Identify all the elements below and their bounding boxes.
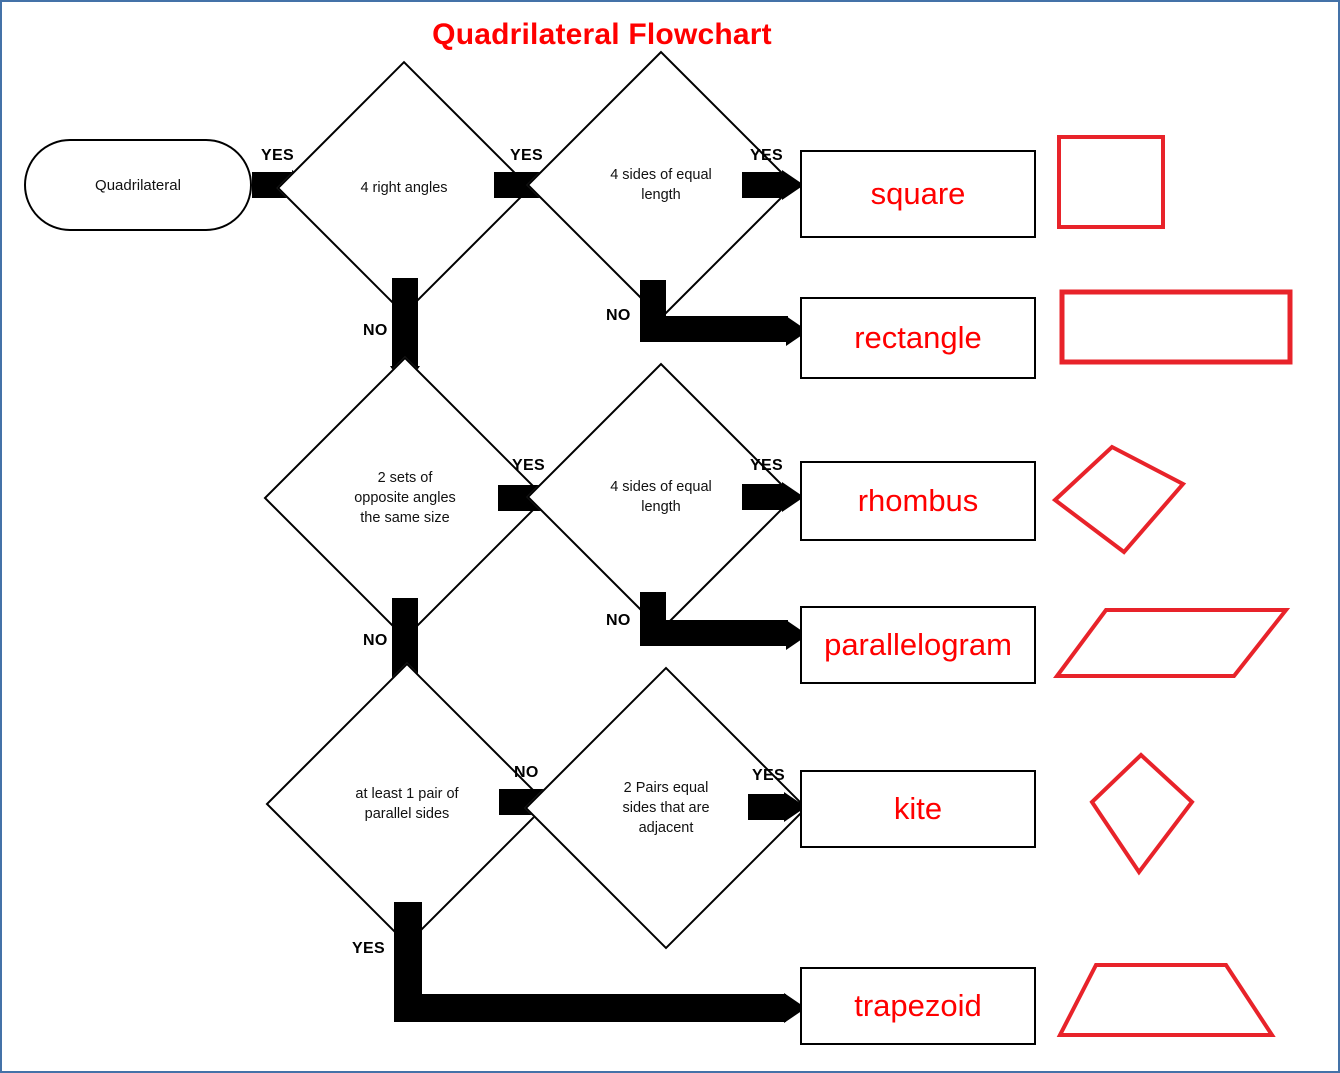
result-label: kite [893,791,943,826]
edge-label-d2-yes: YES [750,147,783,164]
decision-4-sides-equal-length-mid [566,402,756,592]
edge-label-d4-yes: YES [750,457,783,474]
result-label: parallelogram [824,627,1012,662]
edge-label-start-yes: YES [261,147,294,164]
start-node-quadrilateral [24,139,252,231]
decision-label: 2 Pairs equal sides that are adjacent [622,780,710,836]
arrow-d2-yes-to-square [742,172,804,198]
edge-label-d1-yes: YES [510,147,543,164]
edge-label-d5-yes: YES [352,940,385,957]
decision-label: 2 sets of opposite angles the same size [354,470,456,526]
arrow-d4-yes-to-rhombus [742,484,804,510]
decision-at-least-1-pair-parallel-sides [307,704,507,904]
square-figure [1054,132,1174,242]
edge-label-d1-no: NO [363,322,388,339]
decision-label: at least 1 pair of parallel sides [355,786,459,822]
kite-figure [1087,750,1207,880]
result-box-square [800,150,1036,238]
trapezoid-figure [1054,957,1284,1047]
edge-label-d3-no: NO [363,632,388,649]
decision-label: 4 sides of equal length [610,167,712,203]
result-label: square [870,176,966,211]
edge-label-d6-yes: YES [752,767,785,784]
edge-label-d5-no: NO [514,764,539,781]
decision-opposite-angles-same-size [305,398,505,598]
parallelogram-figure [1052,602,1292,688]
result-label: rectangle [854,320,982,355]
result-box-rectangle [800,297,1036,379]
result-box-parallelogram [800,606,1036,684]
rhombus-figure [1050,442,1190,557]
result-label: trapezoid [854,988,982,1023]
result-box-trapezoid [800,967,1036,1045]
result-box-rhombus [800,461,1036,541]
decision-4-sides-equal-length-top [566,90,756,280]
rectangle-figure [1058,286,1298,376]
decision-label: 4 right angles [360,180,448,196]
edge-label-d3-yes: YES [512,457,545,474]
decision-4-right-angles [314,98,494,278]
edge-label-d4-no: NO [606,612,631,629]
arrow-d6-yes-to-kite [748,794,806,820]
result-box-kite [800,770,1036,848]
edge-label-d2-no: NO [606,307,631,324]
decision-2-pairs-equal-adjacent-sides [566,708,766,908]
page-title: Quadrilateral Flowchart [432,18,772,51]
result-label: rhombus [857,483,979,518]
decision-label: 4 sides of equal length [610,479,712,515]
start-node-label: Quadrilateral [95,176,181,194]
